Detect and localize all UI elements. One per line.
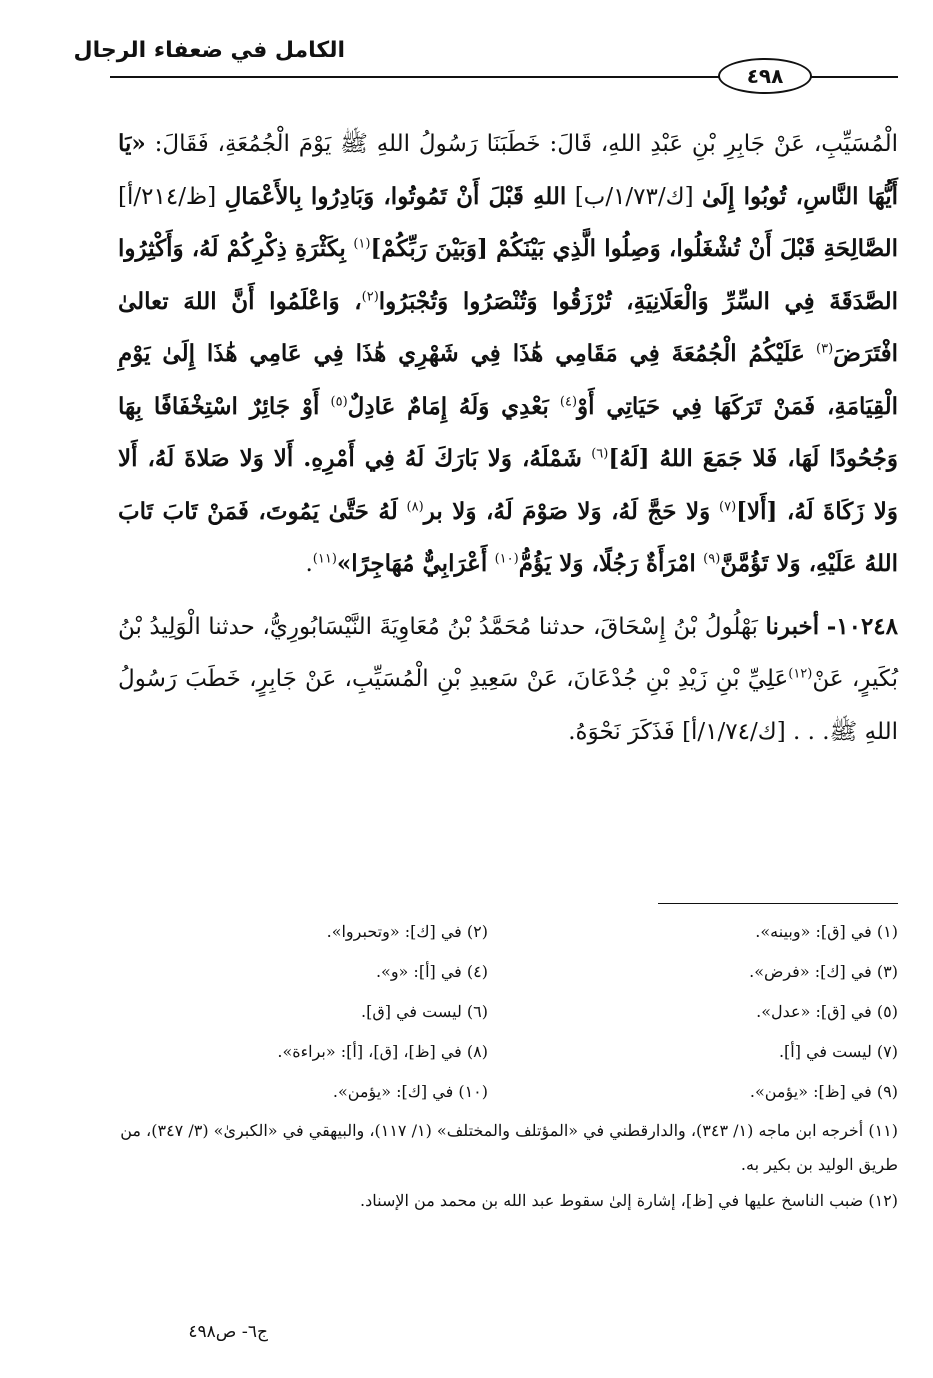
manuscript-ref-b: [ظ/٢١٤/أ] <box>118 183 217 210</box>
hadith-text-f: عَلَيْكُمُ الْجُمُعَةَ فِي مَقَامِي هَٰذَا فِي شَهْرِي هَٰذَا فِي عَامِي هَٰذَا إِلَىٰ يَوْمِ الْقِيَامَةِ، فَمَنْ تَرَكَهَا فِي حَيَاتِي أَوْ <box>118 340 898 420</box>
footnote-7: (٧) ليست في [أ]. <box>778 1042 898 1061</box>
akhbarana-keyword: أخبرنا <box>765 612 820 640</box>
hadith-paragraph <box>118 118 898 591</box>
footnote-4: (٤) في [أ]: «و». <box>375 962 488 981</box>
hadith-text-j: وَلا حَجَّ لَهُ، وَلا صَوْمَ لَهُ، وَلا بر <box>423 497 711 525</box>
footnote-marker-3[interactable]: (٣) <box>816 341 834 357</box>
footnote-11: (١١) أخرجه ابن ماجه (١/ ٣٤٣)، والدارقطني في «المؤتلف والمختلف» (١/ ١١٧)، والبيهقي في «الكبرىٰ» (٣/ ٣٤٧)، من طريق الوليد بن بكير به. <box>120 1121 898 1174</box>
header-rule-left <box>110 76 720 78</box>
footnote-marker-5[interactable]: (٥) <box>330 393 348 409</box>
footnote-3: (٣) في [ك]: «فرض». <box>749 962 898 981</box>
footnote-marker-6[interactable]: (٦) <box>591 446 609 462</box>
hadith-text-b: اللهِ قَبْلَ أَنْ تَمُوتُوا، وَبَادِرُوا بِالأَعْمَالِ <box>224 182 567 210</box>
volume-page-reference: ج٦- ص٤٩٨ <box>188 1322 268 1342</box>
hadith-text-h: أَوْ جَائِرٌ اسْتِخْفَافًا بِهَا وَجُحُودًا لَهَا، فَلا جَمَعَ اللهُ [لَهُ] <box>118 392 899 472</box>
footnote-marker-8[interactable]: (٨) <box>406 498 424 514</box>
hadith-text-g: بَعْدِي وَلَهُ إِمَامٌ عَادِلٌ <box>347 392 549 420</box>
footnote-marker-2[interactable]: (٢) <box>361 288 379 304</box>
footnote-marker-12[interactable]: (١٢) <box>788 666 813 682</box>
entry-number: ١٠٢٤٨- <box>826 612 899 640</box>
footnote-grid <box>118 912 898 1112</box>
hadith-text-l: امْرَأَةٌ رَجُلًا، وَلا يَؤُمُّ <box>518 550 696 577</box>
footnote-2: (٢) في [ك]: «وتحبروا». <box>326 922 488 941</box>
header-rule-right <box>810 76 898 78</box>
footnote-1: (١) في [ق]: «وبينه». <box>755 922 898 941</box>
entry-paragraph <box>118 601 898 759</box>
footnote-9: (٩) في [ظ]: «يؤمن». <box>749 1082 898 1101</box>
hadith-text-m: أَعْرَابِيٌّ مُهَاجِرًا» <box>336 550 488 577</box>
footnote-6: (٦) ليست في [ق]. <box>361 1002 488 1021</box>
footnote-10: (١٠) في [ك]: «يؤمن». <box>332 1082 488 1101</box>
running-header-title: الكامل في ضعفاء الرجال <box>73 38 345 63</box>
isnad-tail: الْمُسَيِّبِ، عَنْ جَابِرِ بْنِ عَبْدِ اللهِ، قَالَ: خَطَبَنَا رَسُولُ اللهِ ﷺ يَوْمَ الْجُمُعَةِ، فَقَالَ: <box>154 131 898 157</box>
hadith-text-c: الصَّالِحَةِ قَبْلَ أَنْ تُشْغَلُوا، وَصِلُوا الَّذِي بَيْنَكُمْ [وَبَيْنَ رَبِّكُمْ] <box>370 235 898 262</box>
hadith-text-d: بِكَثْرَةِ ذِكْرِكُمْ لَهُ، وَأَكْثِرُوا الصَّدَقَةَ فِي السِّرِّ وَالْعَلَانِيَةِ، تُرْزَقُوا وَتُنْصَرُوا وَتُجْبَرُوا <box>118 235 898 315</box>
footnote-separator <box>658 903 898 904</box>
footnote-8: (٨) في [ظ]، [ق]، [أ]: «براءة». <box>277 1042 488 1061</box>
period: . <box>305 551 313 577</box>
footnotes <box>118 912 898 1218</box>
footnote-marker-1[interactable]: (١) <box>353 236 371 252</box>
main-text <box>118 118 898 758</box>
footnote-marker-7[interactable]: (٧) <box>719 498 737 514</box>
entry-isnad-a: بَهْلُولُ بْنُ إِسْحَاقَ، حدثنا مُحَمَّدُ بْنُ مُعَاوِيَةَ النَّيْسَابُورِيُّ، حدثنا الْوَلِيدُ بْنُ بُكَيرٍ، عَنْ <box>118 613 898 692</box>
hadith-text-k: لَهُ حَتَّىٰ يَمُوتَ، فَمَنْ تَابَ تَابَ اللهُ عَلَيْهِ، وَلا تَؤُمَّنَّ <box>118 497 898 577</box>
footnote-marker-4[interactable]: (٤) <box>559 393 578 409</box>
footnote-12: (١٢) ضبب الناسخ عليها في [ظ]، إشارة إلىٰ سقوط عبد الله بن محمد من الإسناد. <box>360 1191 898 1210</box>
hadith-text-a: «يَا أَيُّهَا النَّاسِ، تُوبُوا إِلَىٰ <box>118 130 898 210</box>
footnote-5: (٥) في [ق]: «عدل». <box>756 1002 898 1021</box>
entry-isnad-b: عَلِيِّ بْنِ زَيْدِ بْنِ جُدْعَانَ، عَنْ سَعِيدِ بْنِ الْمُسَيِّبِ، عَنْ جَابِرٍ، خَطَبَ رَسُولُ اللهِ ﷺ. . . <box>118 666 898 745</box>
manuscript-ref-c: [ك/١/٧٤/أ] <box>682 718 786 745</box>
footnote-marker-9[interactable]: (٩) <box>703 551 721 567</box>
footnote-marker-11[interactable]: (١١) <box>312 551 337 567</box>
entry-isnad-c: فَذَكَرَ نَحْوَهُ. <box>568 718 675 745</box>
hadith-text-e: ، وَاعْلَمُوا أَنَّ اللهَ تعالىٰ افْتَرَضَ <box>118 287 898 367</box>
footnote-marker-10[interactable]: (١٠) <box>494 551 519 567</box>
manuscript-ref-a: [ك/١/٧٣/ب] <box>574 183 694 210</box>
hadith-text-i: شَمْلَهُ، وَلا بَارَكَ لَهُ فِي أَمْرِهِ. أَلا وَلا صَلاةَ لَهُ، أَلا وَلا زَكَاةَ لَهُ، [أَلا] <box>118 445 899 525</box>
page-number-oval: ٤٩٨ <box>718 58 812 94</box>
